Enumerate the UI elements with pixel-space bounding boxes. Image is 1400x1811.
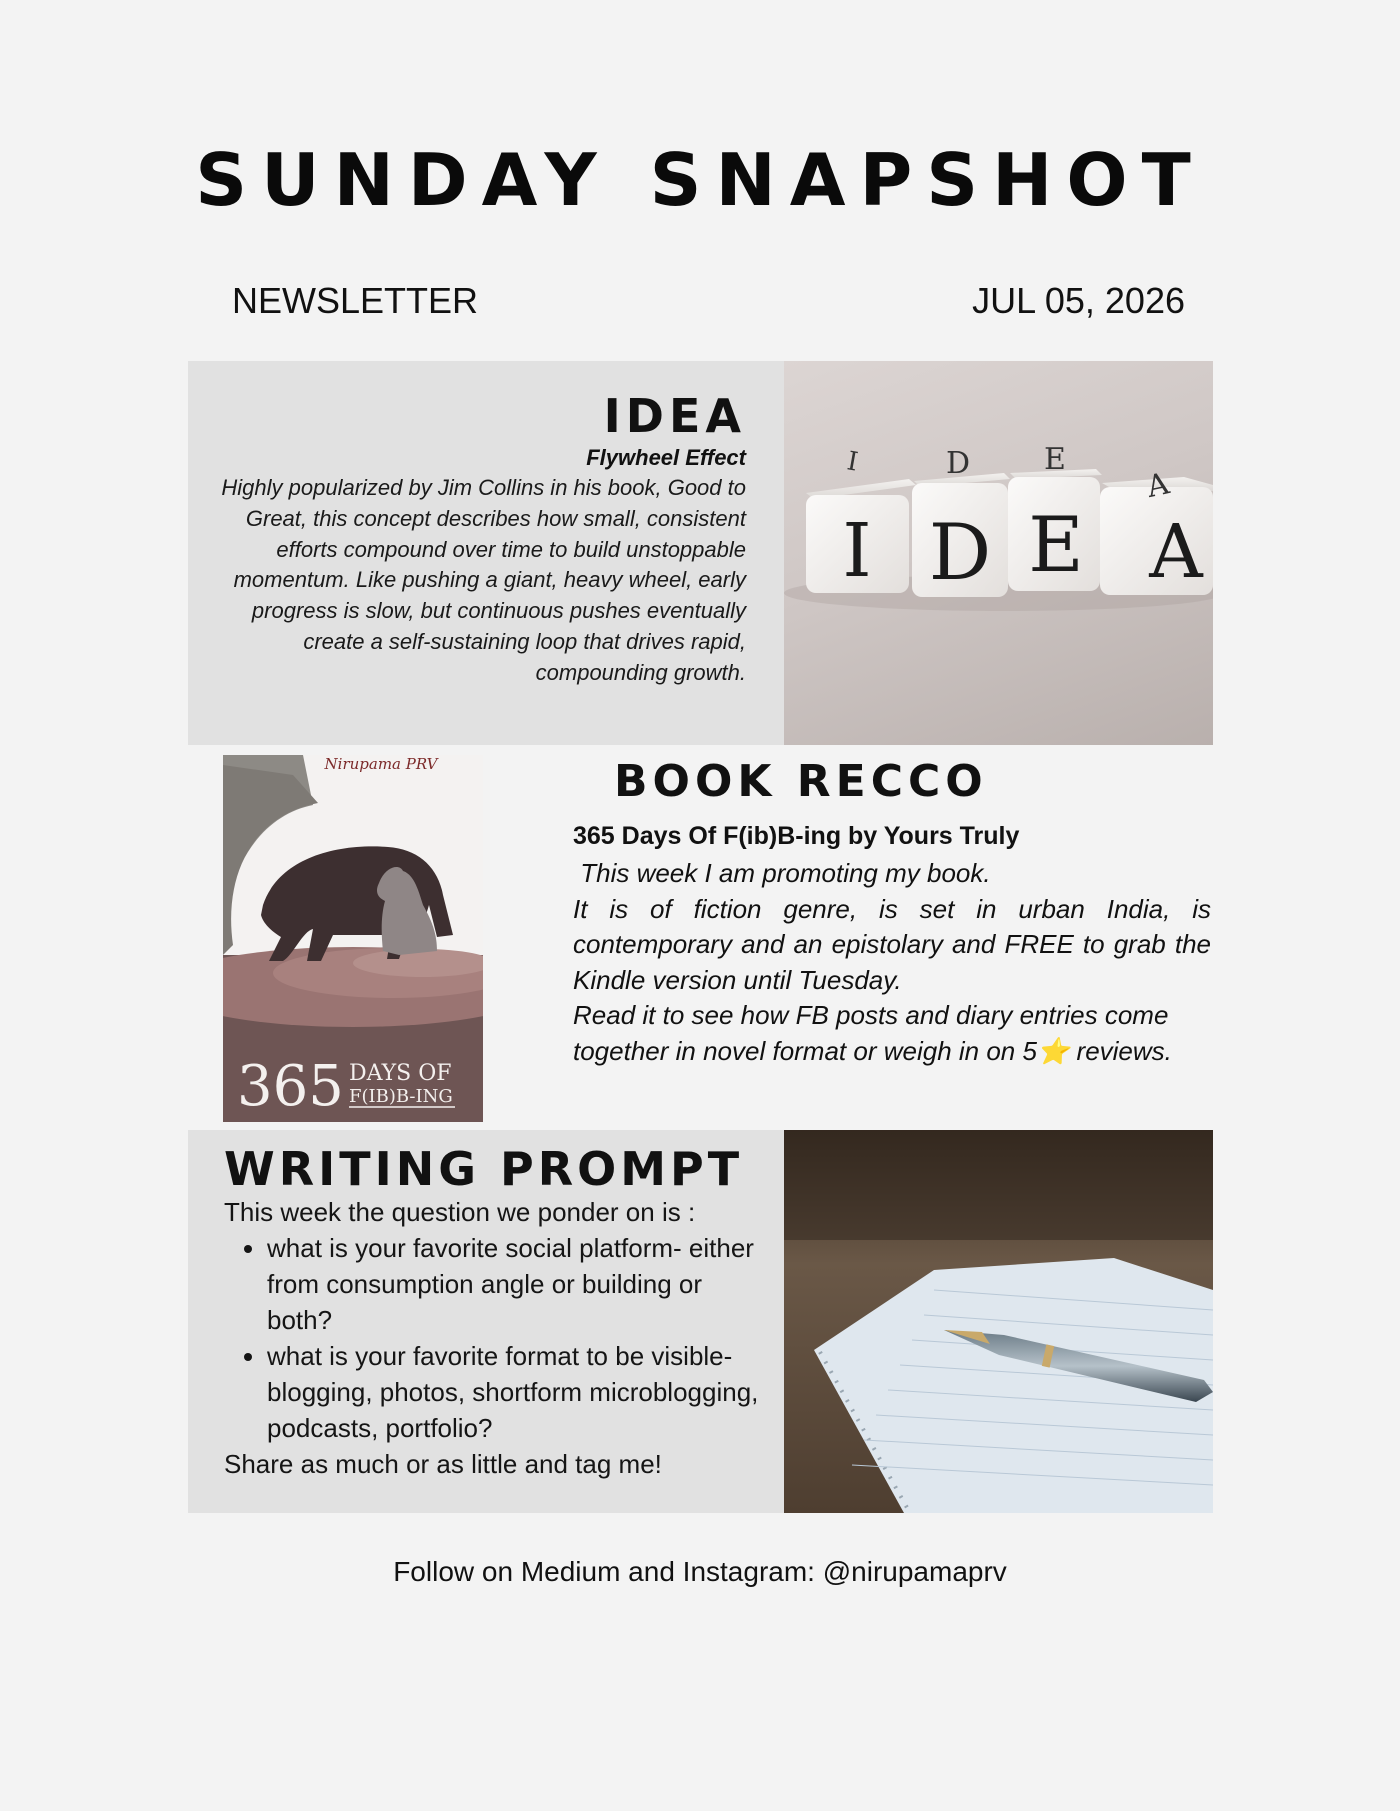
newsletter-title: SUNDAY SNAPSHOT (195, 138, 1205, 222)
book-line: This week I am promoting my book. (573, 858, 991, 888)
notebook-pen-illustration (784, 1130, 1213, 1513)
writing-prompt-section (188, 1130, 784, 1513)
cube-top-letter: I (844, 446, 861, 478)
cube-letter: E (1028, 500, 1084, 589)
cube-top-letter: A (1143, 466, 1173, 506)
book-cover-image (223, 755, 483, 1122)
writing-prompt-list (224, 1230, 764, 1446)
book-cover-author: Nirupama PRV (324, 755, 438, 773)
idea-heading: IDEA (603, 389, 746, 443)
cube-top-letter: D (945, 446, 971, 481)
idea-blocks-illustration (784, 361, 1213, 745)
idea-blocks-image (784, 361, 1213, 745)
writing-prompt-body (224, 1194, 764, 1482)
book-cover-number: 365 (237, 1054, 344, 1119)
book-description (573, 856, 1211, 1070)
idea-body: Highly popularized by Jim Collins in his book, Good to Great, this concept describes how small, consistent efforts compound over time to build unstoppable momentum. Like pushing a giant, heavy wheel, early progress is slow, but continuous pushes eventually create a self-sustaining loop that drives rapid, compounding growth. (221, 475, 746, 685)
writing-prompt-heading: WRITING PROMPT (224, 1142, 744, 1196)
writing-prompt-bullet: • what is your favorite social platform- either from consumption angle or building or both? (267, 1230, 764, 1338)
book-cover-title-line2: F(IB)B-ING (349, 1086, 453, 1107)
book-cover-title-line1: DAYS OF (349, 1061, 452, 1086)
cube-letter: I (842, 508, 872, 594)
notebook-pen-image (784, 1130, 1213, 1513)
newsletter-date: JUL 05, 2026 (972, 280, 1185, 321)
footer-follow-text: Follow on Medium and Instagram: @nirupamaprv (393, 1556, 1007, 1587)
book-subheading: 365 Days Of F(ib)B-ing by Yours Truly (573, 822, 1020, 850)
book-cover-illustration (223, 755, 483, 1122)
cube-top-letter: E (1044, 442, 1066, 477)
idea-cube-a (1100, 466, 1213, 595)
writing-prompt-intro: This week the question we ponder on is : (224, 1197, 696, 1227)
newsletter-label: NEWSLETTER (232, 280, 479, 321)
writing-prompt-bullet: • what is your favorite format to be visible- blogging, photos, shortform microblogging, podcasts, portfolio? (267, 1338, 764, 1446)
idea-subheading: Flywheel Effect (586, 445, 746, 470)
idea-cube-i (806, 446, 916, 594)
book-heading: BOOK RECCO (614, 756, 988, 807)
book-line: It is of fiction genre, is set in urban India, is contemporary and an epistolary and FREE to grab the Kindle version until Tuesday. (573, 893, 1211, 995)
idea-section (188, 361, 784, 745)
idea-cube-d (912, 446, 1010, 598)
cube-letter: A (1149, 509, 1203, 595)
cube-letter: D (928, 508, 992, 598)
writing-prompt-outro: Share as much or as little and tag me! (224, 1449, 662, 1479)
book-line: Read it to see how FB posts and diary entries come together in novel format or weigh in on 5⭐ reviews. (573, 1000, 1172, 1066)
idea-cube-e (1008, 442, 1102, 591)
